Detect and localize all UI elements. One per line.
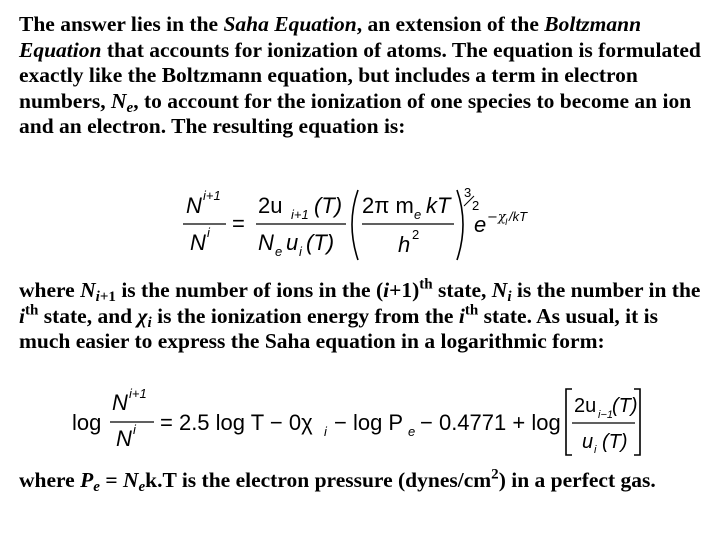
pressure-subscript: e bbox=[93, 479, 100, 496]
text-run: is the number of ions in the ( bbox=[115, 278, 384, 302]
text-run: , an extension of the bbox=[356, 12, 545, 36]
log-bracket-den: u bbox=[582, 431, 594, 453]
log-bracket-den-sub: i bbox=[594, 444, 597, 456]
chi-subscript: i bbox=[147, 314, 152, 331]
eq-T-numerator: (T) bbox=[314, 193, 343, 218]
text-run: state. As usual, it is much easier to express the Saha equation in a logarithmic form: bbox=[19, 303, 659, 353]
saha-equation-term: Saha Equation bbox=[223, 12, 357, 36]
ordinal-th: th bbox=[419, 276, 433, 293]
eq-exp-num: 3 bbox=[464, 185, 472, 200]
text-run: ) in a perfect gas. bbox=[498, 468, 656, 492]
eq-T-denominator: (T) bbox=[306, 230, 335, 255]
eq-e-exp-sub: I bbox=[505, 217, 508, 227]
eq-equals: = bbox=[232, 211, 245, 236]
text-run: , to account for the ionization of one species to become an ion and an electron. The resulting equation is: bbox=[19, 88, 692, 138]
eq-kT: kT bbox=[426, 193, 451, 218]
electron-number-subscript: e bbox=[138, 479, 146, 496]
pressure-paragraph bbox=[19, 468, 709, 494]
left-paren bbox=[352, 190, 358, 260]
intro-paragraph bbox=[19, 12, 709, 140]
eq-e-exp: −χ bbox=[487, 210, 506, 225]
electron-number-symbol: N bbox=[122, 468, 139, 492]
log-N-den: N bbox=[116, 426, 132, 451]
boltzmann-equation-term: Boltzmann Equation bbox=[19, 12, 642, 62]
chi-symbol: χ bbox=[137, 303, 148, 328]
squared-superscript: 2 bbox=[491, 466, 499, 483]
text-run: is the ionization energy from the bbox=[151, 303, 459, 328]
log-N-num-sup: i+1 bbox=[129, 386, 147, 401]
ion-number-symbol: N bbox=[80, 278, 96, 302]
log-saha-equation bbox=[72, 386, 642, 458]
eq-denominator-N: N bbox=[190, 230, 206, 255]
text-run: is the number in the bbox=[511, 278, 701, 302]
text-run: The answer lies in the bbox=[19, 12, 224, 36]
text-run: state, and bbox=[38, 303, 138, 328]
eq-h: h bbox=[398, 232, 411, 257]
eq-2u-sub: i+1 bbox=[291, 207, 309, 222]
log-term: log bbox=[72, 410, 102, 435]
log-bracket-num: 2u bbox=[574, 395, 597, 417]
eq-Ne-sub: e bbox=[275, 244, 283, 259]
log-rhs-2-sub: e bbox=[408, 424, 416, 439]
left-bracket bbox=[566, 389, 572, 455]
text-run: = bbox=[99, 468, 123, 492]
eq-denominator-N-sup: i bbox=[207, 225, 210, 240]
log-bracket-num-sub: i−1 bbox=[598, 409, 613, 421]
eq-u-sub: i bbox=[299, 244, 302, 259]
ion-number-subscript-rest: +1 bbox=[99, 289, 116, 306]
eq-2pi-me: 2π m bbox=[362, 193, 414, 218]
eq-h-sup: 2 bbox=[412, 227, 420, 242]
eq-me-sub: e bbox=[414, 207, 422, 222]
electron-number-subscript: e bbox=[126, 99, 134, 116]
eq-e: e bbox=[474, 212, 487, 237]
text-run: where bbox=[19, 278, 81, 302]
text-run: that accounts for ionization of atoms. The equation is formulated exactly like the Boltzmann equation, but includes a term in electron numbers, bbox=[19, 37, 701, 113]
eq-numerator-N-sup: i+1 bbox=[203, 188, 221, 203]
log-N-den-sup: i bbox=[133, 422, 136, 437]
right-paren bbox=[457, 190, 463, 260]
eq-e-exp-end: /kT bbox=[509, 209, 528, 224]
definitions-paragraph bbox=[19, 278, 709, 355]
index-i: i bbox=[383, 278, 390, 302]
text-run: +1) bbox=[389, 278, 420, 302]
log-bracket-num-T: (T) bbox=[612, 395, 638, 417]
text-run: k.T is the electron pressure (dynes/cm bbox=[145, 468, 492, 492]
log-rhs-2: − log P bbox=[334, 410, 404, 435]
text-run: state, bbox=[432, 278, 492, 302]
log-rhs-3: − 0.4771 + log bbox=[420, 410, 561, 435]
saha-equation bbox=[178, 184, 538, 266]
eq-u: u bbox=[286, 230, 299, 255]
species-number-subscript: i bbox=[507, 289, 512, 306]
pressure-symbol: P bbox=[80, 468, 94, 492]
log-bracket-den-T: (T) bbox=[602, 431, 628, 453]
eq-2u: 2u bbox=[258, 193, 283, 218]
ordinal-th: th bbox=[24, 302, 39, 319]
index-i: i bbox=[458, 303, 465, 328]
eq-Ne: N bbox=[258, 230, 274, 255]
species-number-symbol: N bbox=[491, 278, 508, 302]
electron-number-symbol: N bbox=[110, 88, 127, 113]
text-run: where bbox=[19, 468, 81, 492]
eq-exp-den: 2 bbox=[472, 198, 480, 213]
log-N-num: N bbox=[112, 390, 128, 415]
eq-numerator-N: N bbox=[186, 193, 202, 218]
log-rhs-1-sub: i bbox=[324, 424, 327, 439]
log-rhs-1: = 2.5 log T − 0χ bbox=[160, 410, 313, 435]
ion-number-subscript: i bbox=[95, 289, 100, 306]
index-i: i bbox=[19, 303, 25, 328]
ordinal-th: th bbox=[464, 302, 479, 319]
